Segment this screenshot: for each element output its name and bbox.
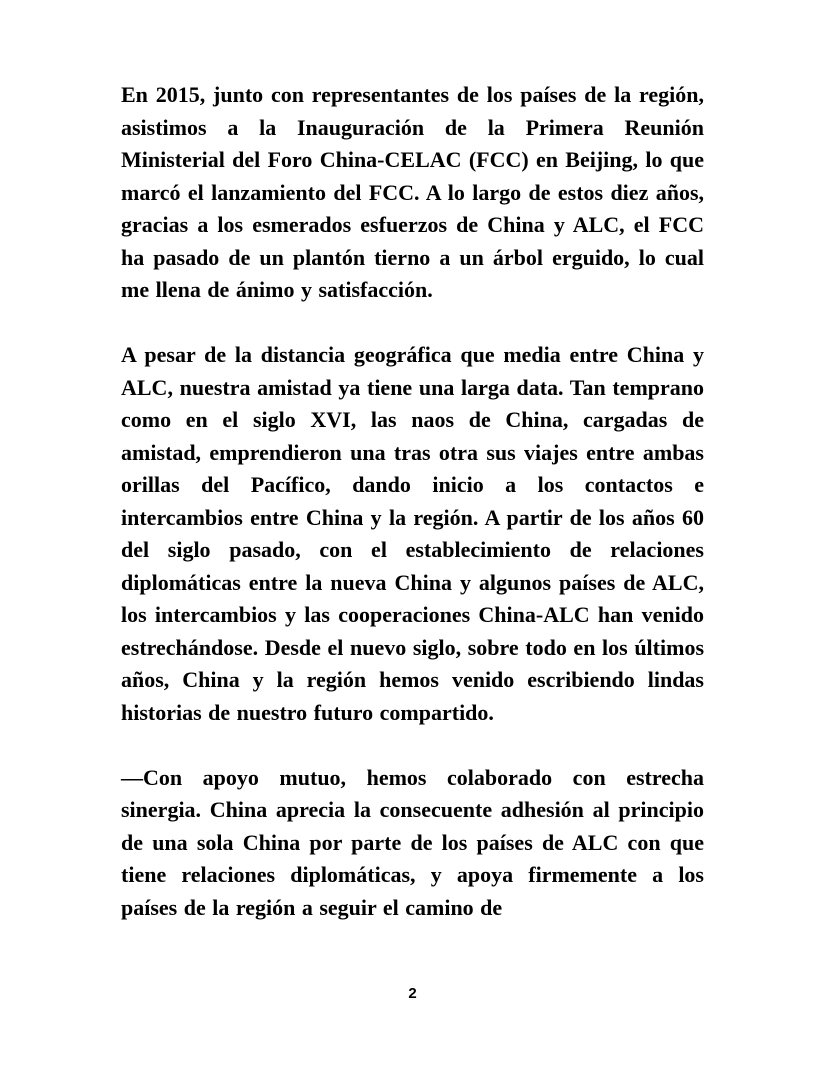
paragraph-intro-fcc: En 2015, junto con representantes de los países de la región, asistimos a la Inauguración de la Primera Reunión Ministerial del Foro China-CELAC (FCC) en Beijing, lo que marcó el lanzamiento del FCC. A lo largo de estos diez años, gracias a los esmerados esfuerzos de China y ALC, el FCC ha pasado de un plantón tierno a un árbol erguido, lo cual me llena de ánimo y satisfacción.	[121, 82, 704, 302]
page-number: 2	[408, 985, 417, 1002]
document-body	[121, 79, 704, 924]
paragraph-apoyo-mutuo: —Con apoyo mutuo, hemos colaborado con estrecha sinergia. China aprecia la consecuente adhesión al principio de una sola China por parte de los países de ALC con que tiene relaciones diplomáticas, y apoya firmemente a los países de la región a seguir el camino de	[121, 764, 704, 920]
paragraph-historia-amistad: A pesar de la distancia geográfica que media entre China y ALC, nuestra amistad ya tiene una larga data. Tan temprano como en el siglo XVI, las naos de China, cargadas de amistad, emprendieron una tras otra sus viajes entre ambas orillas del Pacífico, dando inicio a los contactos e intercambios entre China y la región. A partir de los años 60 del siglo pasado, con el establecimiento de relaciones diplomáticas entre la nueva China y algunos países de ALC, los intercambios y las cooperaciones China-ALC han venido estrechándose. Desde el nuevo siglo, sobre todo en los últimos años, China y la región hemos venido escribiendo lindas historias de nuestro futuro compartido.	[121, 342, 704, 725]
page-footer	[0, 985, 825, 1003]
